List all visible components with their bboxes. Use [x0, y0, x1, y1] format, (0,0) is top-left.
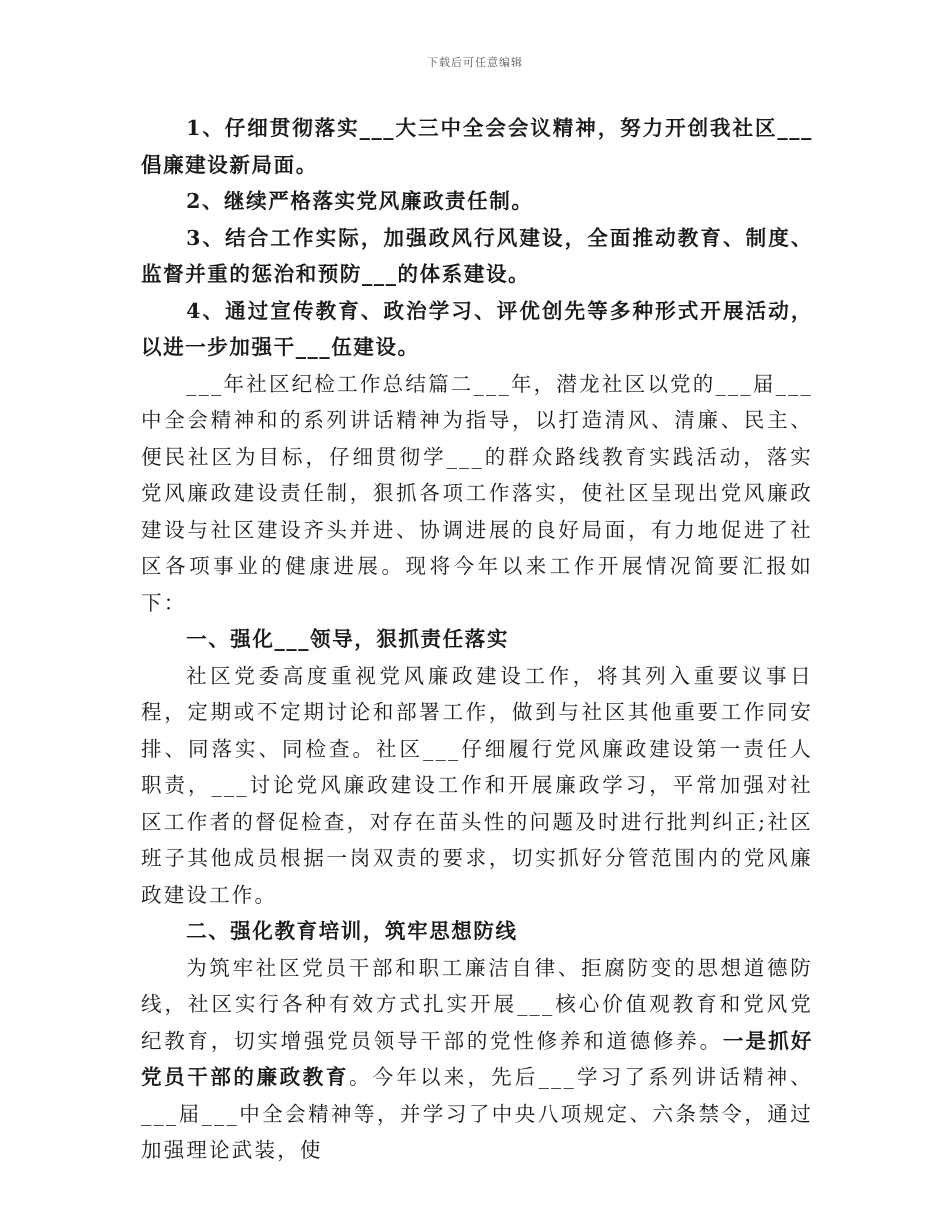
section-heading-1: 一、强化___领导，狠抓责任落实 — [186, 627, 509, 651]
paragraph-item-2: 2、继续严格落实党风廉政责任制。 — [186, 189, 534, 213]
paragraph-section-2-bold: 一是抓好党员干部的廉政教育 — [141, 1028, 813, 1089]
document-body — [141, 110, 813, 1169]
paragraph-intro: ___年社区纪检工作总结篇二___年，潜龙社区以党的___届___中全会精神和的系列讲话精神为指导，以打造清风、清廉、民主、便民社区为目标，仔细贯彻学___的群众路线教育实践活动，落实党风廉政建设责任制，狠抓各项工作落实，使社区呈现出党风廉政建设与社区建设齐头并进、协调进展的良好局面，有力地促进了社区各项事业的健康进展。现将今年以来工作开展情况简要汇报如下： — [141, 371, 813, 615]
paragraph-item-1: 1、仔细贯彻落实___大三中全会会议精神，努力开创我社区___倡廉建设新局面。 — [141, 116, 813, 177]
paragraph-item-3: 3、结合工作实际，加强政风行风建设，全面推动教育、制度、监督并重的惩治和预防___的体系建设。 — [141, 225, 813, 286]
section-heading-2: 二、强化教育培训，筑牢思想防线 — [186, 919, 518, 943]
header-note: 下载后可任意编辑 — [427, 56, 523, 69]
paragraph-section-2-lead: 为筑牢社区党员干部和职工廉洁自律、拒腐防变的思想道德防线，社区实行各种有效方式扎实开展___核心价值观教育和党风党纪教育，切实增强党员领导干部的党性修养和道德修养。 — [141, 955, 813, 1053]
paragraph-section-1: 社区党委高度重视党风廉政建设工作，将其列入重要议事日程，定期或不定期讨论和部署工作，做到与社区其他重要工作同安排、同落实、同检查。社区___仔细履行党风廉政建设第一责任人职责，___讨论党风廉政建设工作和开展廉政学习，平常加强对社区工作者的督促检查，对存在苗头性的问题及时进行批判纠正;社区班子其他成员根据一岗双责的要求，切实抓好分管范围内的党风廉政建设工作。 — [141, 663, 813, 907]
paragraph-section-2-tail: 。今年以来，先后___学习了系列讲话精神、___届___中全会精神等，并学习了中央八项规定、六条禁令，通过加强理论武装，使 — [141, 1065, 813, 1162]
paragraph-item-4: 4、通过宣传教育、政治学习、评优创先等多种形式开展活动，以进一步加强干___伍建设。 — [141, 298, 813, 359]
paragraph-section-2 — [141, 950, 813, 1169]
